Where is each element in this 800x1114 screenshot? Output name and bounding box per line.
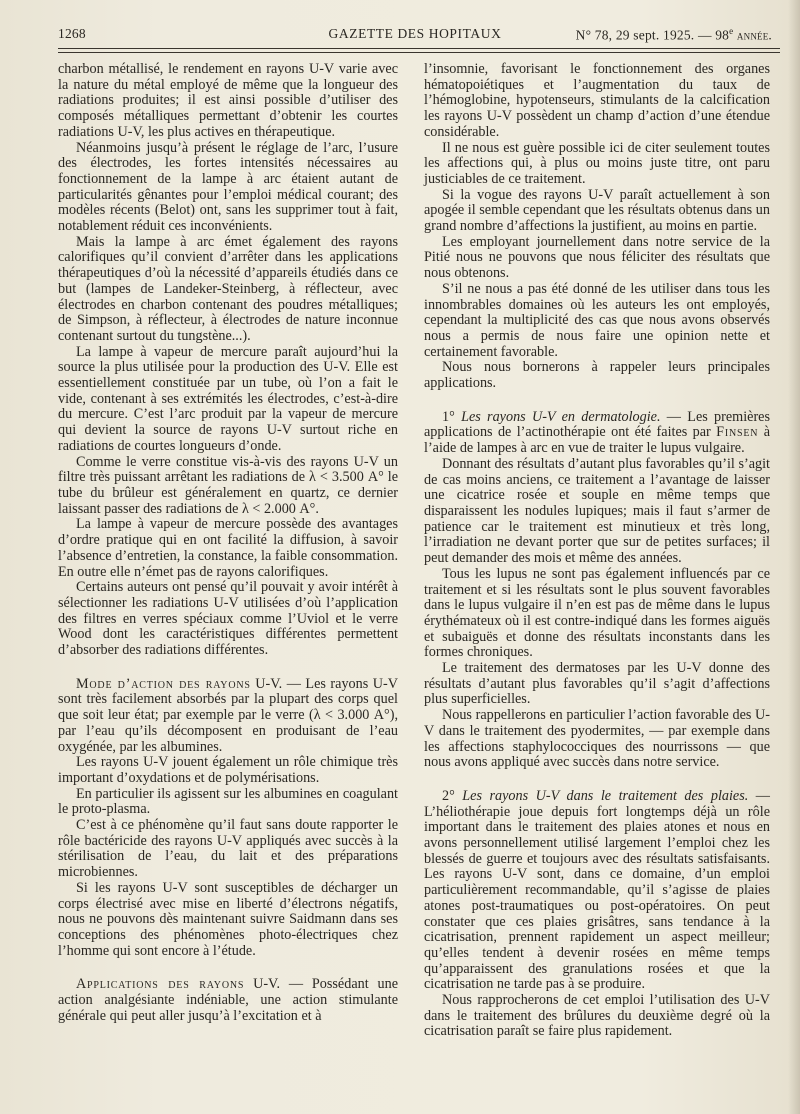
- paragraph: Il ne nous est guère possible ici de citer seulement toutes les affections qui, à plus ou moins juste titre, ont paru justiciables de ce traitement.: [424, 139, 770, 187]
- paragraph: charbon métallisé, le rendement en rayons U-V varie avec la nature du métal employé de même que la longueur des radiations produites; il est ainsi possible d’utiliser des composés métalliques permettant d’obtenir les courtes radiations U-V, les plus actives en thérapeutique.: [58, 61, 398, 140]
- paragraph: l’insomnie, favorisant le fonctionnement des organes hématopoiétiques et l’augmentation du taux de l’hémoglobine, hypotenseurs, stimulants de la calcification les rayons U-V possèdent un champ d’action d’une étendue considérable.: [424, 61, 770, 140]
- section-number: 1°: [442, 408, 462, 425]
- left-column: [58, 62, 398, 1024]
- paragraph: Donnant des résultats d’autant plus favorables qu’il s’agit de cas moins anciens, ce traitement a l’avantage de laisser une cicatrice rosée et souple en même temps que disparaissent les nodules lupiques; mais il faut s’armer de patience car le traitement est minutieux et très long, l’irradiation ne devant porter que sur de petites surfaces; il peut demander des mois et même des années.: [424, 455, 770, 567]
- paragraph: Si la vogue des rayons U-V paraît actuellement à son apogée il semble cependant que les résultats obtenus dans un grand nombre d’affections la justifient, au moins en partie.: [424, 186, 770, 235]
- paragraph: Le traitement des dermatoses par les U-V donne des résultats d’autant plus favorables qu’il s’agit d’affections plus superficielles.: [424, 660, 770, 708]
- paragraph: Les rayons U-V jouent également un rôle chimique très important d’oxydations et de polymérisations.: [58, 754, 398, 786]
- issue-year-label: année.: [733, 27, 772, 43]
- paragraph: Si les rayons U-V sont susceptibles de décharger un corps électrisé avec mise en liberté d’électrons négatifs, nous ne pouvons dès maintenant suivre Saidmann dans ses conceptions des phénomènes photo-électriques chez l’homme qui sont encore à l’étude.: [58, 879, 398, 959]
- header-rule-bottom: [58, 52, 780, 53]
- page-number: 1268: [58, 26, 86, 41]
- page-header: [58, 26, 772, 44]
- section-mode-action: [58, 677, 398, 756]
- section-text: à l’aide de lampes à arc en vue de traiter le lupus vulgaire.: [424, 424, 770, 457]
- paragraph: S’il ne nous a pas été donné de les utiliser dans tous les innombrables domaines où les auteurs les ont employés, cependant la multiplicité des cas que nous avons observés nous a permis de nous faire une opinion nette et certainement favorable.: [424, 280, 770, 360]
- paragraph: En particulier ils agissent sur les albumines en coagulant le proto-plasma.: [58, 785, 398, 818]
- paragraph: Nous nous bornerons à rappeler leurs principales applications.: [424, 359, 770, 392]
- paragraph: Certains auteurs ont pensé qu’il pouvait y avoir intérêt à sélectionner les radiations U-V utilisées d’où l’application des filtres en verres spéciaux comme l’Uviol et le verre Wood dont les caractéristiques différentes permettent d’absorber des radiations différentes.: [58, 579, 398, 659]
- paragraph: Tous les lupus ne sont pas également influencés par ce traitement et si les résultats sont le plus souvent favorables dans le lupus vulgaire il n’en est pas de même dans le lupus érythémateux où il est contre-indiqué dans les formes aiguës et subaiguës et donne des résultats inconstants dans les formes chroniques.: [424, 565, 770, 661]
- section-text: — Les premières applications de l’actinothérapie ont été faites par: [424, 408, 770, 441]
- section-heading: Les rayons U-V en dermatologie.: [461, 408, 661, 425]
- paragraph: La lampe à vapeur de mercure paraît aujourd’hui la source la plus utilisée pour la production des U-V. Elle est essentiellement constituée par un tube, où l’on a fait le vide, contenant à ses extrémités les électrodes, c’est-à-dire du mercure. C’est l’arc produit par la vapeur de mercure qui devient la source de rayons U-V surtout riche en radiations de courtes longueurs d’onde.: [58, 343, 398, 454]
- author-name: Finsen: [716, 424, 759, 441]
- paragraph: La lampe à vapeur de mercure possède des avantages d’ordre pratique qui en ont facilité la diffusion, à savoir l’absence d’entretien, la constance, la faible consommation. En outre elle n’émet pas de rayons calorifiques.: [58, 516, 398, 580]
- issue-superscript: e: [729, 26, 734, 36]
- paragraph: Nous rapprocherons de cet emploi l’utilisation des U-V dans le traitement des brûlures du deuxième degré où la cicatrisation paraît se faire plus rapidement.: [424, 992, 770, 1040]
- section-heading: Les rayons U-V dans le traitement des plaies.: [462, 787, 749, 804]
- paragraph: C’est à ce phénomène qu’il faut sans doute rapporter le rôle bactéricide des rayons U-V appliqués avec succès à la stérilisation de l’eau, du lait et des préparations microbiennes.: [58, 817, 398, 881]
- section-wounds: [424, 789, 770, 993]
- issue-info: [576, 26, 772, 44]
- section-text: — L’héliothérapie joue depuis fort longtemps déjà un rôle important dans le traitement des plaies atones et nous en avons personnellement utilisé largement l’emploi chez les blessés de guerre et toujours avec des résultats satisfaisants. Les rayons U-V sont, dans ce domaine, d’un emploi particulièrement recommandable, qu’il s’agisse de plaies atones post-traumatiques ou post-opératoires. On peut constater que ces plaies grisâtres, sans tendance à la cicatrisation, prennent rapidement un aspect meilleur; qu’elles tendent à devenir rosées en même temps qu’apparaissent des granulations rosées et que la cicatrisation ne tarde pas à se produire.: [424, 787, 770, 993]
- paragraph: Nous rappellerons en particulier l’action favorable des U-V dans le traitement des pyodermites, — par exemple dans les affections staphylococciques des nourrissons — que nous avons appliqué avec succès dans notre service.: [424, 707, 770, 771]
- paragraph: Les employant journellement dans notre service de la Pitié nous ne pouvons que nous féliciter des résultats que nous obtenons.: [424, 233, 770, 282]
- page-edge-shadow: [788, 0, 800, 1114]
- section-number: 2°: [442, 787, 463, 804]
- section-heading: Applications des rayons: [76, 976, 245, 993]
- section-dermatology: [424, 410, 770, 457]
- section-heading: Mode d’action des rayons: [76, 675, 251, 692]
- section-text: U-V. — Les rayons U-V sont très facilement absorbés par la plupart des corps quel que soit leur état; par exemple par le verre (λ < 3.000 A°), par l’eau qu’ils décomposent en produisant de l’eau oxygénée, par les albumines.: [58, 675, 398, 755]
- paragraph: Néanmoins jusqu’à présent le réglage de l’arc, l’usure des électrodes, les fortes intensités nécessaires au fonctionnement de la lampe à arc étaient autant de particularités gênantes pour l’emploi médical courant; des modèles récents (Belot) ont, sans les supprimer tout à fait, notablement réduit ces inconvénients.: [58, 139, 398, 235]
- paragraph: Mais la lampe à arc émet également des rayons calorifiques qu’il convient d’arrêter dans les applications thérapeutiques d’où la nécessité d’appareils étudiés dans ce but (lampes de Landeker-Steinberg, à réflecteur, avec électrodes en charbon contenant des poudres métalliques; de Simpson, à réflecteur, à électrodes de nature inconnue contenant surtout du tungstène...).: [58, 233, 398, 344]
- section-applications: [58, 977, 398, 1024]
- journal-title: GAZETTE DES HOPITAUX: [328, 26, 502, 41]
- right-column: [424, 62, 770, 1040]
- issue-number-date: N° 78, 29 sept. 1925. — 98: [575, 27, 730, 43]
- section-text: U-V. — Possédant une action analgésiante indéniable, une action stimulante générale qui peut aller jusqu’à l’excitation et à: [58, 976, 398, 1024]
- header-rule-top: [58, 48, 780, 49]
- paragraph: Comme le verre constitue vis-à-vis des rayons U-V un filtre très puissant arrêtant les radiations de λ < 3.500 A° le tube du brûleur est généralement en quartz, ce dernier laissant passer des radiations de λ < 2.000 A°.: [58, 453, 398, 517]
